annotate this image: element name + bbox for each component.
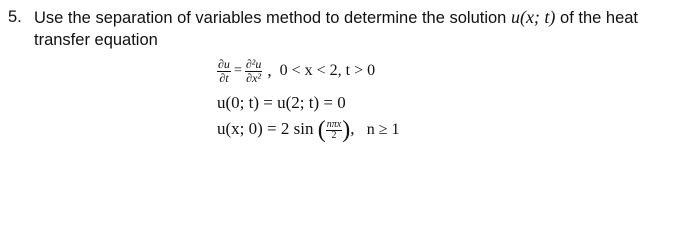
pde-equation: [217, 54, 375, 88]
close-paren: ): [342, 117, 351, 144]
fraction-numerator: ∂²u: [245, 56, 262, 71]
equals-sign: =: [233, 63, 242, 78]
open-paren: (: [317, 117, 326, 144]
statement-text-end: of the heat transfer equation: [34, 9, 639, 49]
initial-condition: [217, 117, 400, 144]
boundary-condition: [217, 93, 346, 113]
domain-condition: 0 < x < 2, t > 0: [279, 62, 376, 79]
solution-symbol: u(x; t): [510, 7, 556, 27]
problem-number: 5.: [8, 8, 22, 26]
sine-argument-fraction: [326, 120, 342, 141]
partial-u-t-fraction: [217, 58, 231, 85]
boundary-condition-text: u(0; t) = u(2; t) = 0: [217, 93, 346, 112]
fraction-numerator: ∂u: [218, 56, 230, 71]
fraction-denominator: 2: [331, 129, 337, 141]
n-condition: n ≥ 1: [366, 121, 400, 138]
initial-condition-lhs: u(x; 0) = 2 sin: [217, 119, 314, 138]
separator-comma: ,: [267, 61, 272, 80]
partial-u-xx-fraction: [245, 58, 263, 85]
separator-comma: ,: [350, 119, 355, 138]
fraction-denominator: ∂t: [219, 70, 229, 85]
fraction-numerator: nπx: [326, 118, 342, 130]
problem-statement: [34, 6, 670, 51]
statement-text-start: Use the separation of variables method to determine the solution: [34, 9, 511, 27]
fraction-denominator: ∂x²: [246, 70, 262, 85]
